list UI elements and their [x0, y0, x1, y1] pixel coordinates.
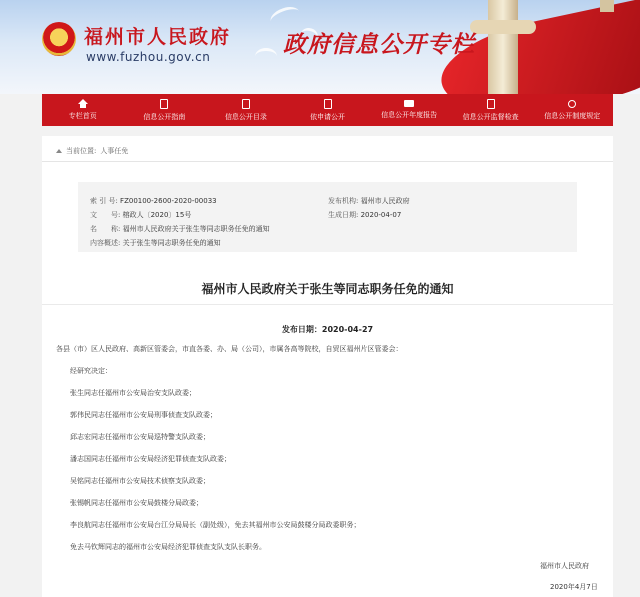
corner-icon [600, 0, 614, 12]
signature: 福州市人民政府 [540, 562, 589, 570]
meta-index-value: FZ00100-2600-2020-00033 [120, 197, 217, 205]
home-icon [56, 149, 62, 153]
main-nav [42, 94, 613, 126]
site-name[interactable]: 福州市人民政府 [84, 26, 232, 48]
document-icon [487, 99, 495, 109]
document-meta-box [78, 182, 577, 252]
meta-doc-no-value: 榕政人〔2020〕15号 [122, 211, 192, 219]
content-card [42, 136, 613, 597]
nav-item-catalog[interactable] [205, 94, 287, 126]
emblem-star-icon: ★ [53, 27, 64, 41]
article-line: 张锡帆同志任福州市公安局鼓楼分局政委； [70, 499, 203, 507]
meta-name-value: 福州市人民政府关于张生等同志职务任免的通知 [122, 225, 270, 233]
document-icon [324, 99, 332, 109]
header-banner [0, 0, 640, 94]
nav-item-annual-report[interactable] [368, 94, 450, 126]
section-title: 政府信息公开专栏 [283, 31, 475, 58]
article-salutation: 各县（市）区人民政府、高新区管委会，市直各委、办、局（公司），市属各高等院校，自贸区福州片区管委会： [56, 345, 403, 353]
breadcrumb-prefix: 当前位置: [66, 147, 97, 155]
article-title: 福州市人民政府关于张生等同志职务任免的通知 [201, 282, 454, 296]
folder-icon [404, 100, 414, 107]
nav-item-label: 信息公开目录 [224, 112, 267, 121]
nav-item-application[interactable] [287, 94, 369, 126]
meta-publisher-label: 发布机构: [328, 197, 359, 205]
divider [42, 304, 613, 305]
meta-summary-label: 内容概述: [90, 239, 121, 247]
nav-item-label: 信息公开制度规定 [544, 111, 601, 120]
breadcrumb [56, 146, 128, 156]
meta-doc-no-label: 文 号: [90, 211, 121, 219]
meta-name-label: 名 称: [90, 225, 121, 233]
meta-publisher-value: 福州市人民政府 [360, 197, 410, 205]
column-cap-decoration [470, 20, 536, 34]
breadcrumb-current[interactable]: 人事任免 [100, 147, 129, 155]
home-icon [78, 99, 88, 104]
nav-item-label: 信息公开指南 [143, 112, 186, 121]
document-icon [242, 99, 250, 109]
article-line: 经研究决定： [70, 367, 112, 375]
huabiao-column-decoration [488, 0, 518, 94]
article-line: 邱志宏同志任福州市公安局巡特警支队政委； [70, 433, 210, 441]
meta-created-label: 生成日期: [328, 211, 359, 219]
article-line: 潘志国同志任福州市公安局经济犯罪侦查支队政委； [70, 455, 231, 463]
nav-item-label: 信息公开年度报告 [381, 111, 438, 119]
nav-item-label: 依申请公开 [310, 112, 346, 121]
article-line: 李良航同志任福州市公安局台江分局局长（副处级），免去其福州市公安局鼓楼分局政委职务； [70, 521, 361, 529]
nav-item-home[interactable] [42, 94, 124, 126]
document-icon [160, 99, 168, 109]
nav-item-regulations[interactable] [531, 94, 613, 126]
divider [42, 161, 613, 162]
site-url: www.fuzhou.gov.cn [86, 50, 211, 64]
search-icon [568, 100, 576, 108]
sign-date: 2020年4月7日 [550, 583, 598, 591]
article-line: 张生同志任福州市公安局治安支队政委； [70, 389, 196, 397]
meta-created-value: 2020-04-07 [360, 211, 402, 219]
nav-item-label: 专栏首页 [68, 112, 97, 120]
publish-date: 发布日期：2020-04-27 [281, 325, 374, 334]
meta-index-label: 索 引 号: [90, 197, 118, 205]
nav-item-label: 信息公开监督检查 [462, 112, 519, 121]
article-line: 吴铭同志任福州市公安局技术侦察支队政委； [70, 477, 210, 485]
article-line: 郭伟民同志任福州市公安局刑事侦查支队政委； [70, 411, 217, 419]
nav-item-guide[interactable] [124, 94, 206, 126]
nav-item-supervision[interactable] [450, 94, 532, 126]
dove-decoration [255, 48, 277, 65]
meta-summary-value: 关于张生等同志职务任免的通知 [122, 239, 221, 247]
article-line: 免去马钦辉同志的福州市公安局经济犯罪侦查支队支队长职务。 [70, 543, 266, 551]
